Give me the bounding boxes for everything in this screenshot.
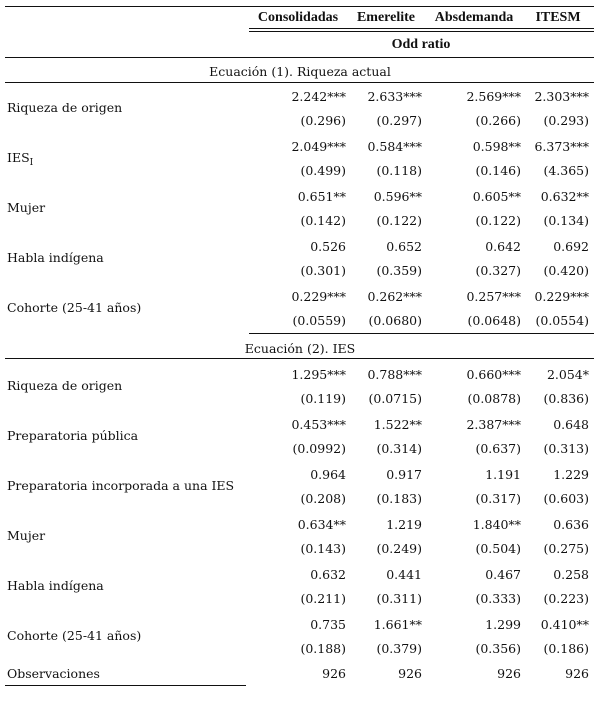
std-error: (0.208) [300, 491, 346, 506]
coef-value: 0.964 [310, 467, 346, 482]
coef-value: 2.049*** [291, 139, 346, 154]
row-label: Cohorte (25-41 años) [7, 628, 142, 643]
coef-value: 0.605** [472, 189, 521, 204]
coef-value: 0.692 [553, 239, 589, 254]
std-error: (0.0680) [368, 313, 422, 328]
coef-value: 0.229*** [534, 289, 589, 304]
coef-value: 1.229 [553, 467, 589, 482]
coef-value: 0.258 [553, 567, 589, 582]
column-header: ITESM [535, 10, 581, 25]
std-error: (0.134) [543, 213, 589, 228]
coef-value: 2.242*** [291, 89, 346, 104]
std-error: (0.0554) [535, 313, 589, 328]
std-error: (0.0648) [467, 313, 521, 328]
row-label: Mujer [7, 200, 46, 215]
coef-value: 1.522** [373, 417, 422, 432]
coef-value: 0.229*** [291, 289, 346, 304]
std-error: (0.118) [376, 163, 422, 178]
header-rule-2 [249, 31, 594, 32]
odd-ratio-rule [5, 57, 594, 58]
observations-value: 926 [322, 666, 346, 681]
std-error: (0.0559) [292, 313, 346, 328]
row-label: $IES_I$ [7, 150, 34, 168]
coef-value: 2.569*** [466, 89, 521, 104]
std-error: (0.637) [475, 441, 521, 456]
coef-value: 1.191 [485, 467, 521, 482]
section1-end-rule [249, 333, 594, 334]
section-title: Ecuación (1). Riqueza actual [209, 64, 391, 79]
std-error: (0.333) [475, 591, 521, 606]
coef-value: 6.373*** [534, 139, 589, 154]
coef-value: 0.636 [553, 517, 589, 532]
std-error: (0.122) [376, 213, 422, 228]
std-error: (4.365) [543, 163, 589, 178]
std-error: (0.359) [376, 263, 422, 278]
observations-value: 926 [497, 666, 521, 681]
coef-value: 1.295*** [291, 367, 346, 382]
coef-value: 0.660*** [466, 367, 521, 382]
std-error: (0.146) [475, 163, 521, 178]
column-header: Consolidadas [257, 10, 339, 25]
observations-value: 926 [398, 666, 422, 681]
coef-value: 0.788*** [367, 367, 422, 382]
std-error: (0.186) [543, 641, 589, 656]
coef-value: 0.467 [485, 567, 521, 582]
row-label: Habla indígena [7, 250, 104, 265]
std-error: (0.499) [300, 163, 346, 178]
std-error: (0.504) [475, 541, 521, 556]
row-label: Mujer [7, 528, 46, 543]
std-error: (0.183) [376, 491, 422, 506]
coef-value: 2.633*** [367, 89, 422, 104]
std-error: (0.603) [543, 491, 589, 506]
std-error: (0.275) [543, 541, 589, 556]
bottom-rule [5, 685, 246, 686]
row-label: Observaciones [7, 666, 100, 681]
std-error: (0.420) [543, 263, 589, 278]
std-error: (0.188) [300, 641, 346, 656]
coef-value: 0.262*** [367, 289, 422, 304]
std-error: (0.223) [543, 591, 589, 606]
std-error: (0.0992) [292, 441, 346, 456]
coef-value: 0.257*** [466, 289, 521, 304]
std-error: (0.0715) [368, 391, 422, 406]
odd-ratio-label: Odd ratio [391, 37, 451, 52]
coef-value: 2.387*** [466, 417, 521, 432]
section1-rule [5, 82, 594, 83]
row-label: Riqueza de origen [7, 100, 123, 115]
coef-value: 0.648 [553, 417, 589, 432]
header-rule-1 [249, 28, 594, 29]
std-error: (0.379) [376, 641, 422, 656]
std-error: (0.301) [300, 263, 346, 278]
coef-value: 0.632** [540, 189, 589, 204]
coef-value: 0.634** [297, 517, 346, 532]
coef-value: 0.651** [297, 189, 346, 204]
coef-value: 0.410** [540, 617, 589, 632]
coef-value: 0.526 [310, 239, 346, 254]
coef-value: 1.840** [472, 517, 521, 532]
row-label: Cohorte (25-41 años) [7, 300, 142, 315]
std-error: (0.836) [543, 391, 589, 406]
std-error: (0.293) [543, 113, 589, 128]
coef-value: 1.299 [485, 617, 521, 632]
coef-value: 2.303*** [534, 89, 589, 104]
std-error: (0.327) [475, 263, 521, 278]
std-error: (0.314) [376, 441, 422, 456]
coef-value: 1.661** [373, 617, 422, 632]
row-label: Preparatoria pública [7, 428, 139, 443]
std-error: (0.317) [475, 491, 521, 506]
coef-value: 0.441 [386, 567, 422, 582]
coef-value: 0.453*** [291, 417, 346, 432]
observations-value: 926 [565, 666, 589, 681]
coef-value: 1.219 [386, 517, 422, 532]
std-error: (0.296) [300, 113, 346, 128]
row-label: Habla indígena [7, 578, 104, 593]
coef-value: 0.598** [472, 139, 521, 154]
top-rule [5, 6, 594, 7]
coef-value: 0.584*** [367, 139, 422, 154]
std-error: (0.119) [300, 391, 346, 406]
std-error: (0.143) [300, 541, 346, 556]
coef-value: 0.917 [386, 467, 422, 482]
coef-value: 0.632 [310, 567, 346, 582]
std-error: (0.122) [475, 213, 521, 228]
std-error: (0.142) [300, 213, 346, 228]
std-error: (0.297) [376, 113, 422, 128]
std-error: (0.311) [376, 591, 422, 606]
row-label: Preparatoria incorporada a una IES [7, 478, 235, 493]
coef-value: 0.642 [485, 239, 521, 254]
coef-value: 0.735 [310, 617, 346, 632]
row-label-subscript: I [29, 158, 34, 168]
std-error: (0.313) [543, 441, 589, 456]
section-title: Ecuación (2). IES [244, 341, 356, 356]
section2-rule [5, 358, 594, 359]
coef-value: 0.596** [373, 189, 422, 204]
column-header: Absdemanda [434, 10, 514, 25]
column-header: Emerelite [356, 10, 416, 25]
std-error: (0.356) [475, 641, 521, 656]
std-error: (0.266) [475, 113, 521, 128]
coef-value: 0.652 [386, 239, 422, 254]
std-error: (0.249) [376, 541, 422, 556]
row-label: Riqueza de origen [7, 378, 123, 393]
std-error: (0.0878) [467, 391, 521, 406]
coef-value: 2.054* [546, 367, 589, 382]
std-error: (0.211) [300, 591, 346, 606]
